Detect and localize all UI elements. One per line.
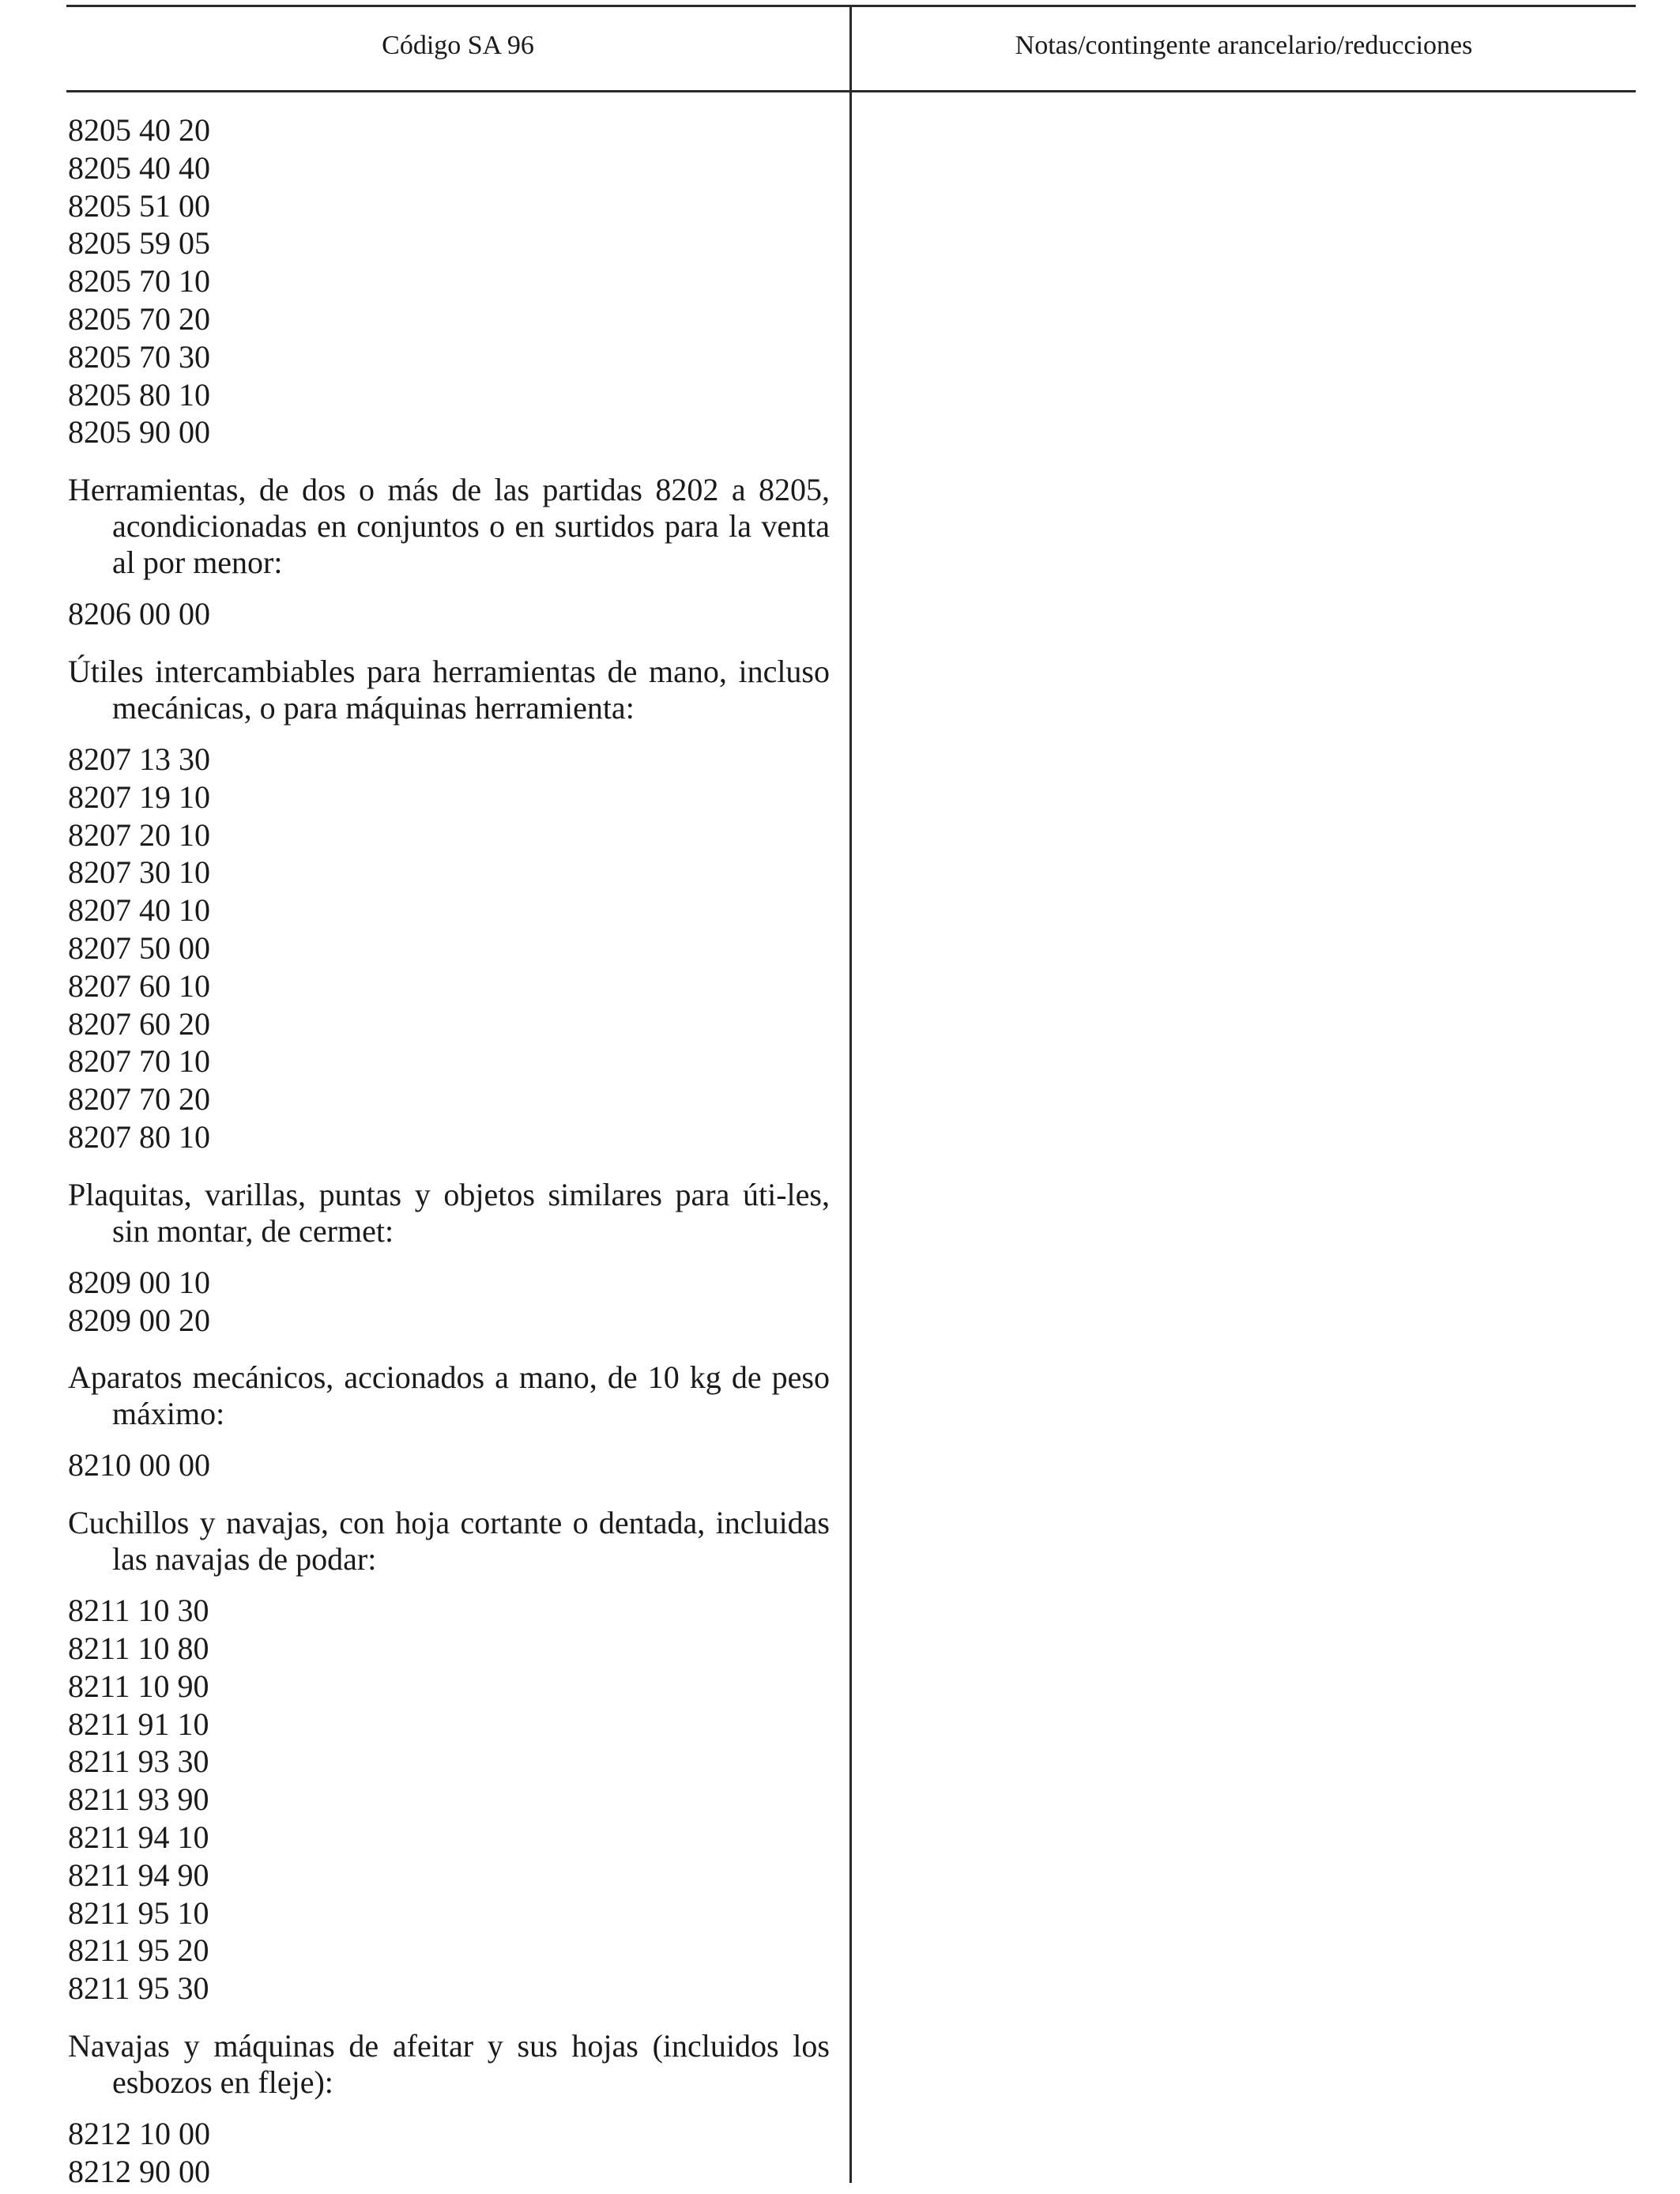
section-heading: Herramientas, de dos o más de las partidas 8202 a 8205, acondicionadas en conjuntos o en surtidos para la venta al por menor:	[68, 472, 830, 581]
hs-code: 8211 10 90	[68, 1668, 209, 1704]
code-group	[68, 111, 830, 451]
hs-code: 8205 80 10	[68, 376, 210, 413]
hs-code: 8206 00 00	[68, 596, 210, 632]
hs-code: 8207 30 10	[68, 854, 210, 891]
hs-code: 8211 95 20	[68, 1932, 209, 1969]
hs-code: 8205 90 00	[68, 414, 210, 450]
hs-code: 8207 19 10	[68, 778, 210, 815]
code-group	[68, 1592, 830, 2007]
hs-code: 8207 40 10	[68, 892, 210, 929]
hs-code: 8209 00 20	[68, 1302, 210, 1338]
code-group	[68, 1446, 830, 1484]
code-group	[68, 595, 830, 633]
hs-code: 8205 70 10	[68, 263, 210, 300]
hs-code: 8211 93 90	[68, 1781, 209, 1818]
hs-code: 8211 94 90	[68, 1857, 209, 1893]
hs-code: 8212 10 00	[68, 2115, 210, 2151]
column-header-code: Código SA 96	[382, 31, 534, 60]
hs-code: 8207 50 00	[68, 929, 210, 966]
code-group	[68, 741, 830, 1156]
hs-code: 8207 80 10	[68, 1118, 210, 1155]
hs-code: 8205 59 05	[68, 225, 210, 262]
column-header-notes: Notas/contingente arancelario/reducciones	[1015, 31, 1473, 60]
hs-code: 8205 40 40	[68, 149, 210, 186]
hs-code: 8211 91 10	[68, 1706, 209, 1742]
hs-code: 8207 70 20	[68, 1081, 210, 1118]
code-group	[68, 2115, 830, 2191]
hs-code: 8212 90 00	[68, 2153, 210, 2189]
hs-code: 8205 70 30	[68, 338, 210, 375]
code-column	[68, 111, 830, 2190]
section-heading: Navajas y máquinas de afeitar y sus hojas (incluidos los esbozos en fleje):	[68, 2027, 830, 2100]
hs-code: 8210 00 00	[68, 1447, 210, 1483]
hs-code: 8205 40 20	[68, 112, 210, 148]
section-heading: Plaquitas, varillas, puntas y objetos similares para úti-les, sin montar, de cermet:	[68, 1176, 830, 1249]
hs-code: 8211 10 80	[68, 1630, 209, 1666]
hs-code: 8211 95 10	[68, 1894, 209, 1931]
hs-code: 8209 00 10	[68, 1264, 210, 1300]
hs-code: 8211 93 30	[68, 1744, 209, 1780]
hs-code: 8205 51 00	[68, 187, 210, 224]
hs-code: 8207 60 10	[68, 967, 210, 1004]
hs-code: 8207 13 30	[68, 741, 210, 777]
hs-code: 8207 20 10	[68, 816, 210, 853]
code-group	[68, 1264, 830, 1340]
section-heading: Cuchillos y navajas, con hoja cortante o dentada, incluidas las navajas de podar:	[68, 1505, 830, 1578]
hs-code: 8207 70 10	[68, 1043, 210, 1080]
hs-code: 8205 70 20	[68, 300, 210, 337]
column-divider	[849, 5, 852, 2183]
section-heading: Útiles intercambiables para herramientas de mano, incluso mecánicas, o para máquinas herramienta:	[68, 653, 830, 726]
hs-code: 8211 95 30	[68, 1970, 209, 2007]
hs-code: 8207 60 20	[68, 1005, 210, 1042]
hs-code: 8211 94 10	[68, 1819, 209, 1855]
section-heading: Aparatos mecánicos, accionados a mano, de 10 kg de peso máximo:	[68, 1359, 830, 1432]
hs-code: 8211 10 30	[68, 1593, 209, 1629]
